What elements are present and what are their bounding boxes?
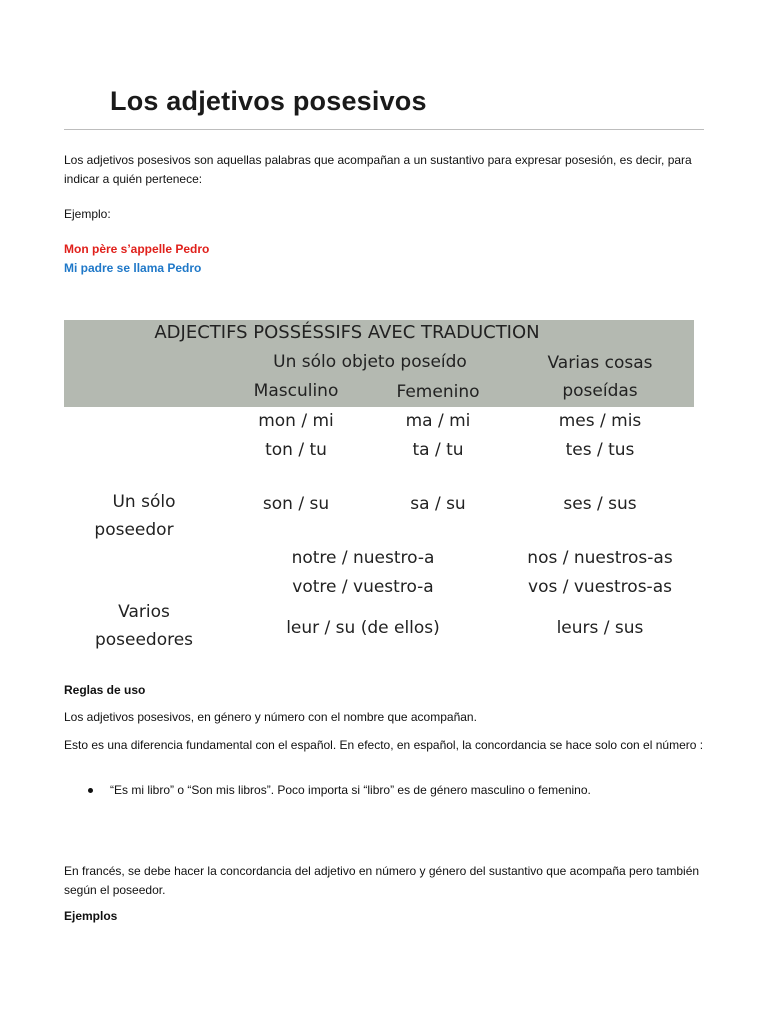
- cell-r2-masc: ton / tu: [265, 440, 327, 460]
- rules-paragraph-1: Los adjetivos posesivos, en género y número con el nombre que acompañan.: [64, 710, 477, 724]
- cell-r5-plural: vos / vuestros-as: [528, 577, 672, 597]
- cell-r3-plural: ses / sus: [563, 494, 637, 514]
- cell-r5-single: votre / vuestro-a: [292, 577, 434, 597]
- title-divider: [64, 129, 704, 130]
- cell-r1-fem: ma / mi: [405, 411, 471, 431]
- cell-r6-single: leur / su (de ellos): [286, 618, 440, 638]
- bullet-text: “Es mi libro” o “Son mis libros”. Poco importa si “libro” es de género masculino o femenino.: [110, 783, 591, 797]
- cell-r3-masc: son / su: [262, 494, 330, 514]
- cell-r1-plural: mes / mis: [558, 411, 642, 431]
- cell-r4-plural: nos / nuestros-as: [527, 548, 673, 568]
- header-feminine: Femenino: [396, 382, 480, 402]
- cell-r6-plural: leurs / sus: [556, 618, 644, 638]
- bullet-dot: [88, 788, 93, 793]
- french-paragraph: En francés, se debe hacer la concordancia del adjetivo en número y género del sustantivo que acompaña pero también según el poseedor.: [64, 864, 700, 897]
- cell-r2-plural: tes / tus: [565, 440, 635, 460]
- examples-heading: Ejemplos: [64, 909, 118, 923]
- header-masculine: Masculino: [253, 381, 339, 401]
- table-title: ADJECTIFS POSSÉSSIFS AVEC TRADUCTION: [154, 322, 540, 343]
- rules-heading: Reglas de uso: [64, 683, 146, 697]
- cell-r4-single: notre / nuestro-a: [291, 548, 435, 568]
- cell-r3-fem: sa / su: [410, 494, 466, 514]
- example-label: Ejemplo:: [64, 207, 111, 221]
- header-many-objects-line2: poseídas: [562, 381, 638, 401]
- row-label-many-owners-line2: poseedores: [94, 630, 194, 650]
- page-title: Los adjetivos posesivos: [110, 86, 427, 116]
- cell-r1-masc: mon / mi: [258, 411, 334, 431]
- cell-r2-fem: ta / tu: [412, 440, 464, 460]
- intro-paragraph: Los adjetivos posesivos son aquellas palabras que acompañan a un sustantivo para expresar posesión, es decir, para indicar a quién pertenece:: [64, 153, 692, 186]
- header-many-objects-line1: Varias cosas: [547, 353, 653, 373]
- row-label-many-owners-line1: Varios: [118, 602, 170, 622]
- example-spanish: Mi padre se llama Pedro: [64, 261, 202, 275]
- row-label-one-owner-line2: poseedor: [94, 520, 174, 540]
- row-label-one-owner-line1: Un sólo: [112, 492, 176, 512]
- example-french: Mon père s’appelle Pedro: [64, 242, 210, 256]
- rules-paragraph-2: Esto es una diferencia fundamental con el español. En efecto, en español, la concordancia se hace solo con el número :: [64, 738, 704, 752]
- header-one-object: Un sólo objeto poseído: [273, 352, 467, 372]
